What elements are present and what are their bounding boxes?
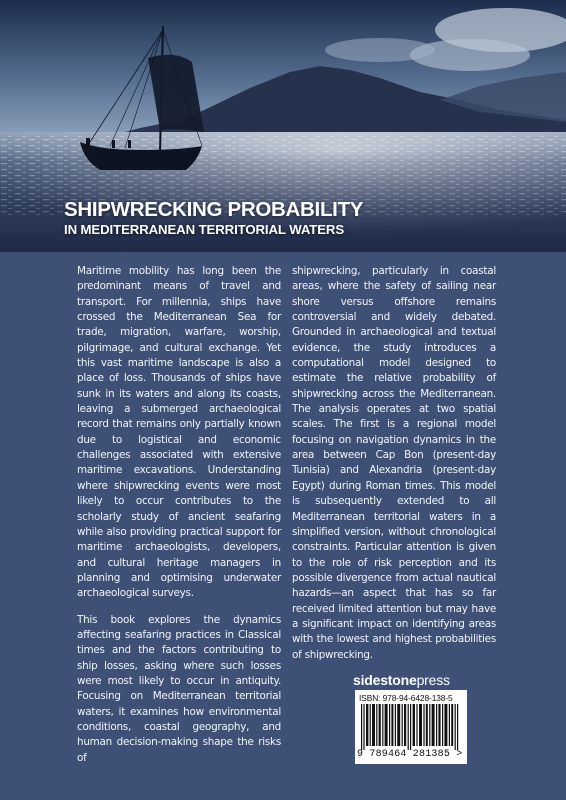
blurb-paragraph-2: This book explores the dynamics affecting seafaring practices in Classical times and the factors contributing to ship losses, asking where such losses were most likely to occur in antiquity. Focusing on Mediterranean territorial waters, it examines how environmental conditions, coastal geography, and human decision-making shape the risks of bbox=[77, 613, 281, 764]
book-title: SHIPWRECKING PROBABILITY bbox=[64, 198, 364, 221]
blurb-paragraph-3: shipwrecking, particularly in coastal areas, where the safety of sailing near shore versus offshore remains controversial and widely debated. Grounded in archaeological and textual evidence, the study introduces a computational model designed to estimate the relative probability of shipwrecking across the Mediterranean. The analysis operates at two spatial scales. The first is a regional model focusing on navigation dynamics in the area between Cap Bon (present-day Tunisia) and Alexandria (present-day Egypt) during Roman times. This model is subsequently extended to all Mediterranean territorial waters in a simplified version, without chronological constraints. Particular attention is given to the role of risk perception and its possible divergence from actual nautical hazards—an aspect that has so far received limited attention but may have a significant impact on identifying areas with the lowest and highest probabilities of shipwrecking. bbox=[292, 265, 496, 661]
cover-photo bbox=[0, 0, 566, 252]
isbn-label: ISBN: 978-94-6428-138-5 bbox=[359, 693, 453, 703]
publisher-name-bold: sidestone bbox=[353, 672, 417, 688]
blurb-left-column bbox=[77, 264, 281, 766]
book-subtitle: IN MEDITERRANEAN TERRITORIAL WATERS bbox=[64, 222, 345, 237]
blurb-paragraph-1: Maritime mobility has long been the predominant means of travel and transport. For millennia, ships have crossed the Mediterranean Sea for trade, migration, warfare, worship, pilgrimage, and cultural exchange. Yet this vast maritime landscape is also a place of loss. Thousands of ships have sunk in its waters and along its coasts, leaving a submerged archaeological record that remains only partially known due to logistical and economic challenges associated with extensive maritime excavations. Understanding where shipwrecking events were most likely to occur contributes to the scholarly study of ancient seafaring while also providing practical support for maritime archaeologists, developers, and cultural heritage managers in planning and optimising underwater archaeological surveys. bbox=[77, 265, 281, 600]
publisher-name-regular: press bbox=[416, 672, 450, 688]
publisher-logo bbox=[353, 672, 450, 688]
blurb-right-column bbox=[292, 264, 496, 663]
isbn-barcode bbox=[355, 690, 467, 764]
barcode-digits: 9 789464 281385 > bbox=[357, 749, 463, 760]
barcode-icon bbox=[359, 704, 463, 750]
cover-title-block bbox=[64, 198, 444, 238]
